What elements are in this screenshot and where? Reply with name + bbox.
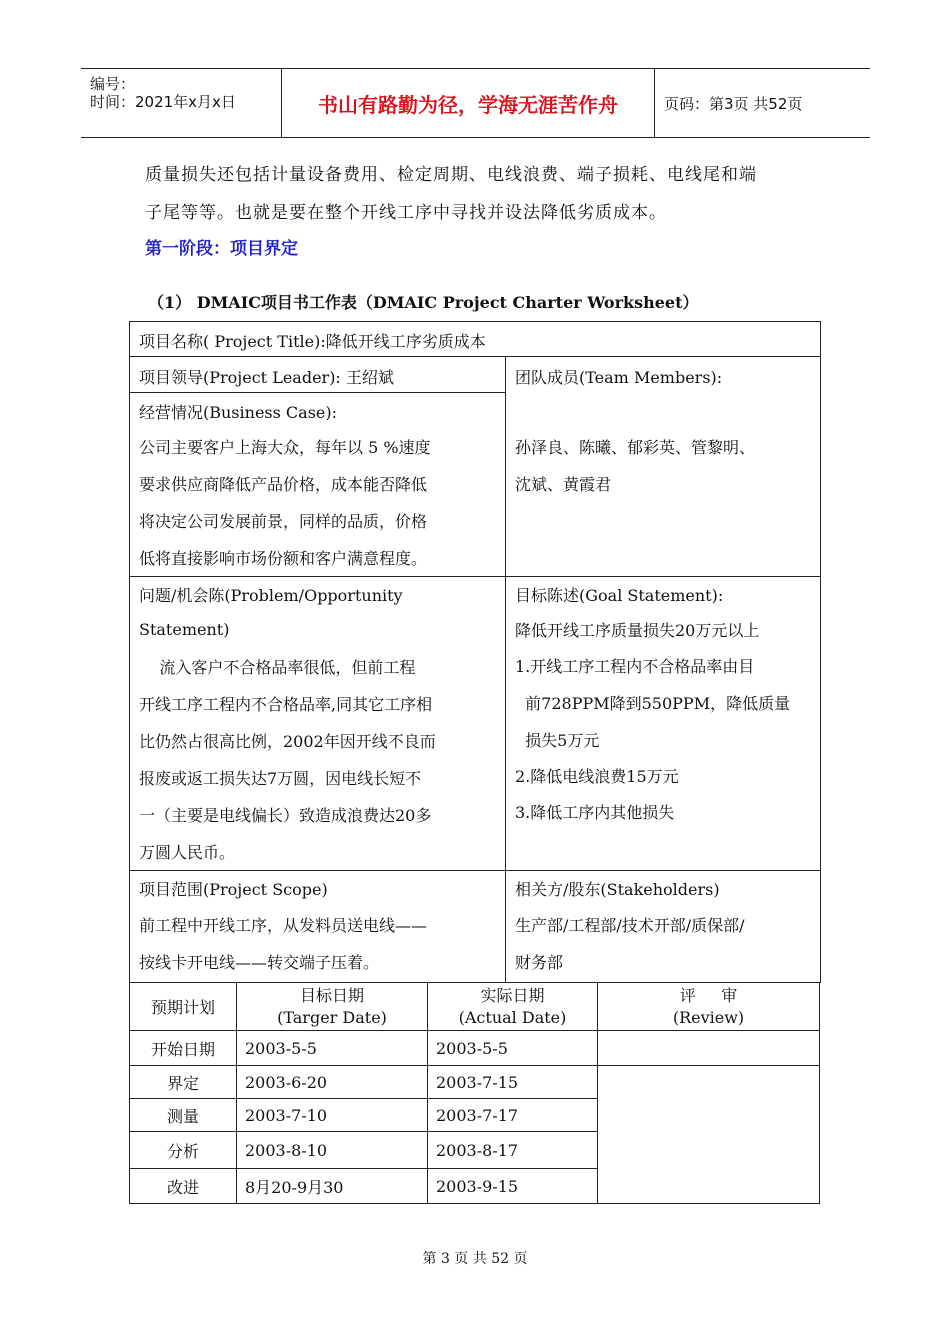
project-charter-table	[129, 321, 821, 983]
project-scope-label: 项目范围(Project Scope)	[139, 880, 328, 899]
goal-label: 目标陈述(Goal Statement):	[515, 586, 724, 605]
table-row	[130, 1066, 820, 1099]
code-label: 编号：	[90, 75, 136, 93]
actual-date-header: 实际日期 (Actual Date)	[428, 983, 598, 1031]
stage-cell: 界定	[130, 1066, 237, 1099]
project-scope-line: 按线卡开电线——转交端子压着。	[139, 953, 380, 972]
business-case-label: 经营情况(Business Case):	[139, 403, 338, 422]
table-row	[130, 1031, 820, 1066]
goal-line: 前728PPM降到550PPM，降低质量	[515, 694, 791, 713]
project-leader: 项目领导(Project Leader): 王绍斌	[139, 368, 394, 387]
team-members-label: 团队成员(Team Members):	[515, 368, 723, 387]
problem-line: 比仍然占很高比例，2002年因开线不良而	[139, 732, 436, 751]
stage-cell: 分析	[130, 1132, 237, 1169]
goal-line: 降低开线工序质量损失20万元以上	[515, 621, 760, 640]
project-scope-line: 前工程中开线工序，从发料员送电线——	[139, 916, 428, 935]
team-members-line-2: 沈斌、黄霞君	[515, 475, 612, 494]
schedule-table	[129, 982, 820, 1204]
problem-line: 流入客户不合格品率很低，但前工程	[139, 658, 416, 677]
target-date-cell: 8月20-9月30	[237, 1169, 428, 1204]
header-page-info: 页码：第3页 共52页	[664, 94, 803, 113]
business-case-line: 低将直接影响市场份额和客户满意程度。	[139, 549, 428, 568]
header-meta	[81, 69, 281, 137]
problem-label: 问题/机会陈(Problem/Opportunity	[139, 586, 403, 605]
stage-cell: 开始日期	[130, 1031, 237, 1066]
page-header	[81, 68, 870, 138]
stage-heading: 第一阶段：项目界定	[145, 239, 298, 259]
stakeholders-line: 生产部/工程部/技术开部/质保部/	[515, 916, 745, 935]
business-case-line: 将决定公司发展前景，同样的品质，价格	[139, 512, 428, 531]
actual-date-cell: 2003-7-15	[428, 1066, 598, 1099]
problem-label-cont: Statement)	[139, 620, 230, 639]
problem-line: 开线工序工程内不合格品率,同其它工序相	[139, 695, 433, 714]
goal-line: 3.降低工序内其他损失	[515, 803, 675, 822]
header-motto: 书山有路勤为径，学海无涯苦作舟	[281, 69, 655, 137]
actual-date-cell: 2003-5-5	[428, 1031, 598, 1066]
actual-date-cell: 2003-7-17	[428, 1099, 598, 1132]
paragraph-line-1: 质量损失还包括计量设备费用、检定周期、电线浪费、端子损耗、电线尾和端	[145, 165, 757, 185]
schedule-header-row	[130, 983, 820, 1031]
problem-line: 报废或返工损失达7万圆，因电线长短不	[139, 769, 422, 788]
stage-cell: 改进	[130, 1169, 237, 1204]
target-date-cell: 2003-7-10	[237, 1099, 428, 1132]
stakeholders-line: 财务部	[515, 953, 564, 972]
goal-line: 损失5万元	[515, 731, 600, 750]
review-cell	[598, 1031, 820, 1066]
goal-line: 1.开线工序工程内不合格品率由目	[515, 657, 755, 676]
stage-cell: 测量	[130, 1099, 237, 1132]
page-footer: 第 3 页 共 52 页	[422, 1251, 528, 1267]
target-date-cell: 2003-6-20	[237, 1066, 428, 1099]
target-date-cell: 2003-8-10	[237, 1132, 428, 1169]
goal-line: 2.降低电线浪费15万元	[515, 767, 679, 786]
target-date-header: 目标日期 (Targer Date)	[237, 983, 428, 1031]
plan-header: 预期计划	[130, 983, 237, 1031]
target-date-cell: 2003-5-5	[237, 1031, 428, 1066]
time-label: 时间：2021年x月x日	[90, 93, 236, 111]
review-cell	[598, 1066, 820, 1204]
business-case-line: 公司主要客户上海大众，每年以 5 %速度	[139, 438, 431, 457]
table-caption: （1） DMAIC项目书工作表（DMAIC Project Charter Worksheet）	[148, 293, 699, 312]
paragraph-line-2: 子尾等等。也就是要在整个开线工序中寻找并设法降低劣质成本。	[145, 203, 667, 223]
problem-line: 一（主要是电线偏长）致造成浪费达20多	[139, 806, 432, 825]
team-members-line-1: 孙泽良、陈曦、郁彩英、管黎明、	[515, 438, 756, 457]
actual-date-cell: 2003-9-15	[428, 1169, 598, 1204]
actual-date-cell: 2003-8-17	[428, 1132, 598, 1169]
stakeholders-label: 相关方/股东(Stakeholders)	[515, 880, 720, 899]
project-title: 项目名称( Project Title):降低开线工序劣质成本	[139, 332, 486, 351]
review-header: 评 审 (Review)	[598, 983, 820, 1031]
business-case-line: 要求供应商降低产品价格，成本能否降低	[139, 475, 428, 494]
problem-line: 万圆人民币。	[139, 843, 236, 862]
